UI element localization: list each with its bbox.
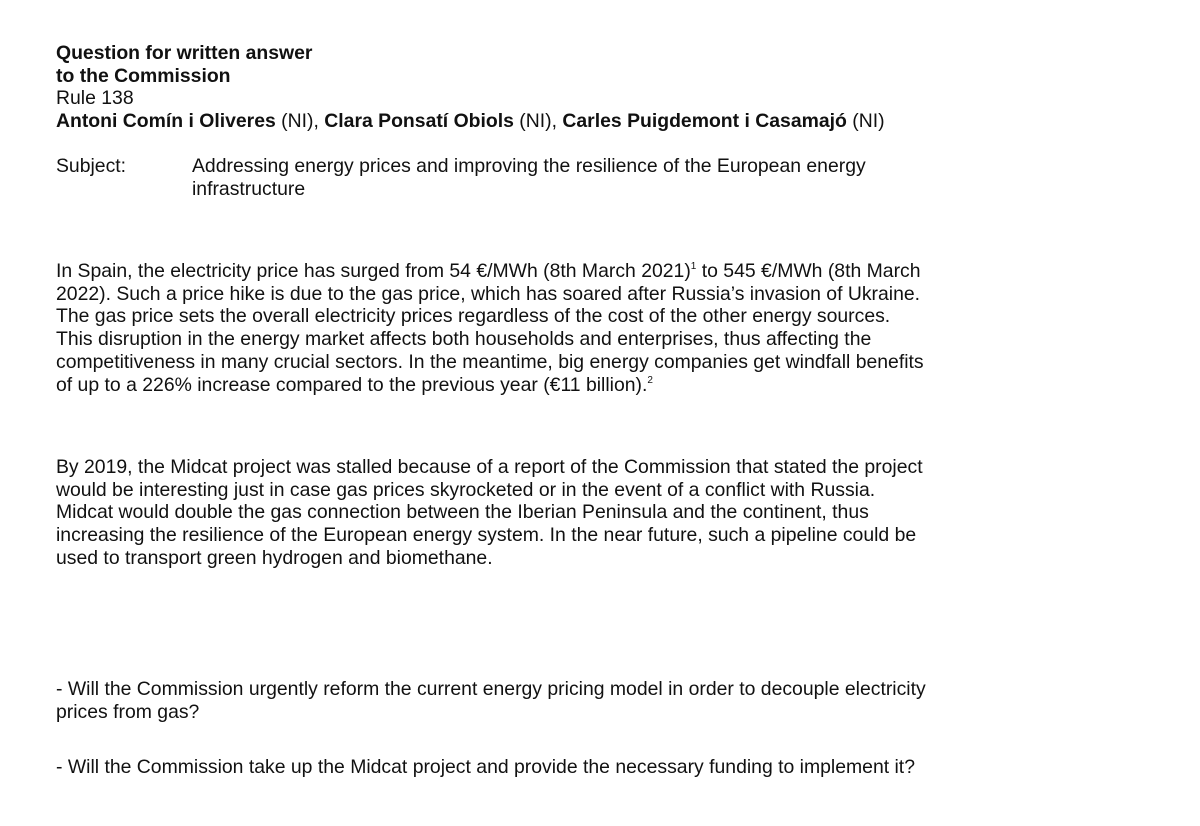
paragraph-line [56, 260, 1166, 283]
subject-text [192, 155, 1166, 200]
author-group: (NI), [275, 110, 325, 133]
rule-number: Rule 138 [56, 87, 134, 110]
paragraph-line: 2022). Such a price hike is due to the gas price, which has soared after Russia’s invasion of Ukraine. [56, 282, 921, 305]
author-name: Clara Ponsatí Obiols [324, 110, 514, 133]
author-group: (NI) [846, 110, 885, 133]
subject-line: Addressing energy prices and improving the resilience of the European energy [192, 154, 866, 177]
paragraph-midcat-project [56, 456, 1166, 570]
document [56, 42, 1166, 778]
question-2 [56, 756, 1166, 779]
paragraph-text: of up to a 226% increase compared to the previous year (€11 billion). [56, 373, 648, 396]
paragraph-electricity-prices [56, 260, 1166, 396]
question-1 [56, 678, 1166, 723]
authors-line [56, 110, 1166, 133]
paragraph-line: competitiveness in many crucial sectors. In the meantime, big energy companies get windfall benefits [56, 350, 924, 373]
paragraph-line: Midcat would double the gas connection between the Iberian Peninsula and the continent, thus [56, 501, 869, 524]
paragraph-text: In Spain, the electricity price has surged from 54 €/MWh (8th March 2021) [56, 260, 691, 282]
paragraph-text: to 545 €/MWh (8th March [696, 260, 921, 282]
subject-line: infrastructure [192, 177, 306, 200]
title-line-1: Question for written answer [56, 42, 313, 64]
author-name: Carles Puigdemont i Casamajó [562, 110, 847, 133]
question-line: - Will the Commission take up the Midcat project and provide the necessary funding to implement it? [56, 756, 915, 778]
paragraph-line [56, 374, 1166, 397]
author-name: Antoni Comín i Oliveres [56, 110, 276, 133]
paragraph-line: By 2019, the Midcat project was stalled because of a report of the Commission that stated the project [56, 456, 923, 478]
footnote-marker: 1 [690, 261, 697, 272]
footnote-marker: 2 [647, 374, 653, 386]
paragraph-line: would be interesting just in case gas prices skyrocketed or in the event of a conflict with Russia. [56, 478, 876, 501]
paragraph-line: increasing the resilience of the European energy system. In the near future, such a pipeline could be [56, 524, 917, 547]
paragraph-line: used to transport green hydrogen and biomethane. [56, 546, 493, 569]
paragraph-line: This disruption in the energy market affects both households and enterprises, thus affecting the [56, 328, 872, 351]
paragraph-line: The gas price sets the overall electricity prices regardless of the cost of the other energy sources. [56, 305, 891, 328]
title-line-2: to the Commission [56, 64, 231, 87]
author-group: (NI), [513, 110, 563, 133]
subject-label: Subject: [56, 154, 127, 177]
question-line: prices from gas? [56, 700, 200, 723]
question-line: - Will the Commission urgently reform the current energy pricing model in order to decouple electricity [56, 678, 926, 700]
subject-block [56, 155, 1166, 200]
